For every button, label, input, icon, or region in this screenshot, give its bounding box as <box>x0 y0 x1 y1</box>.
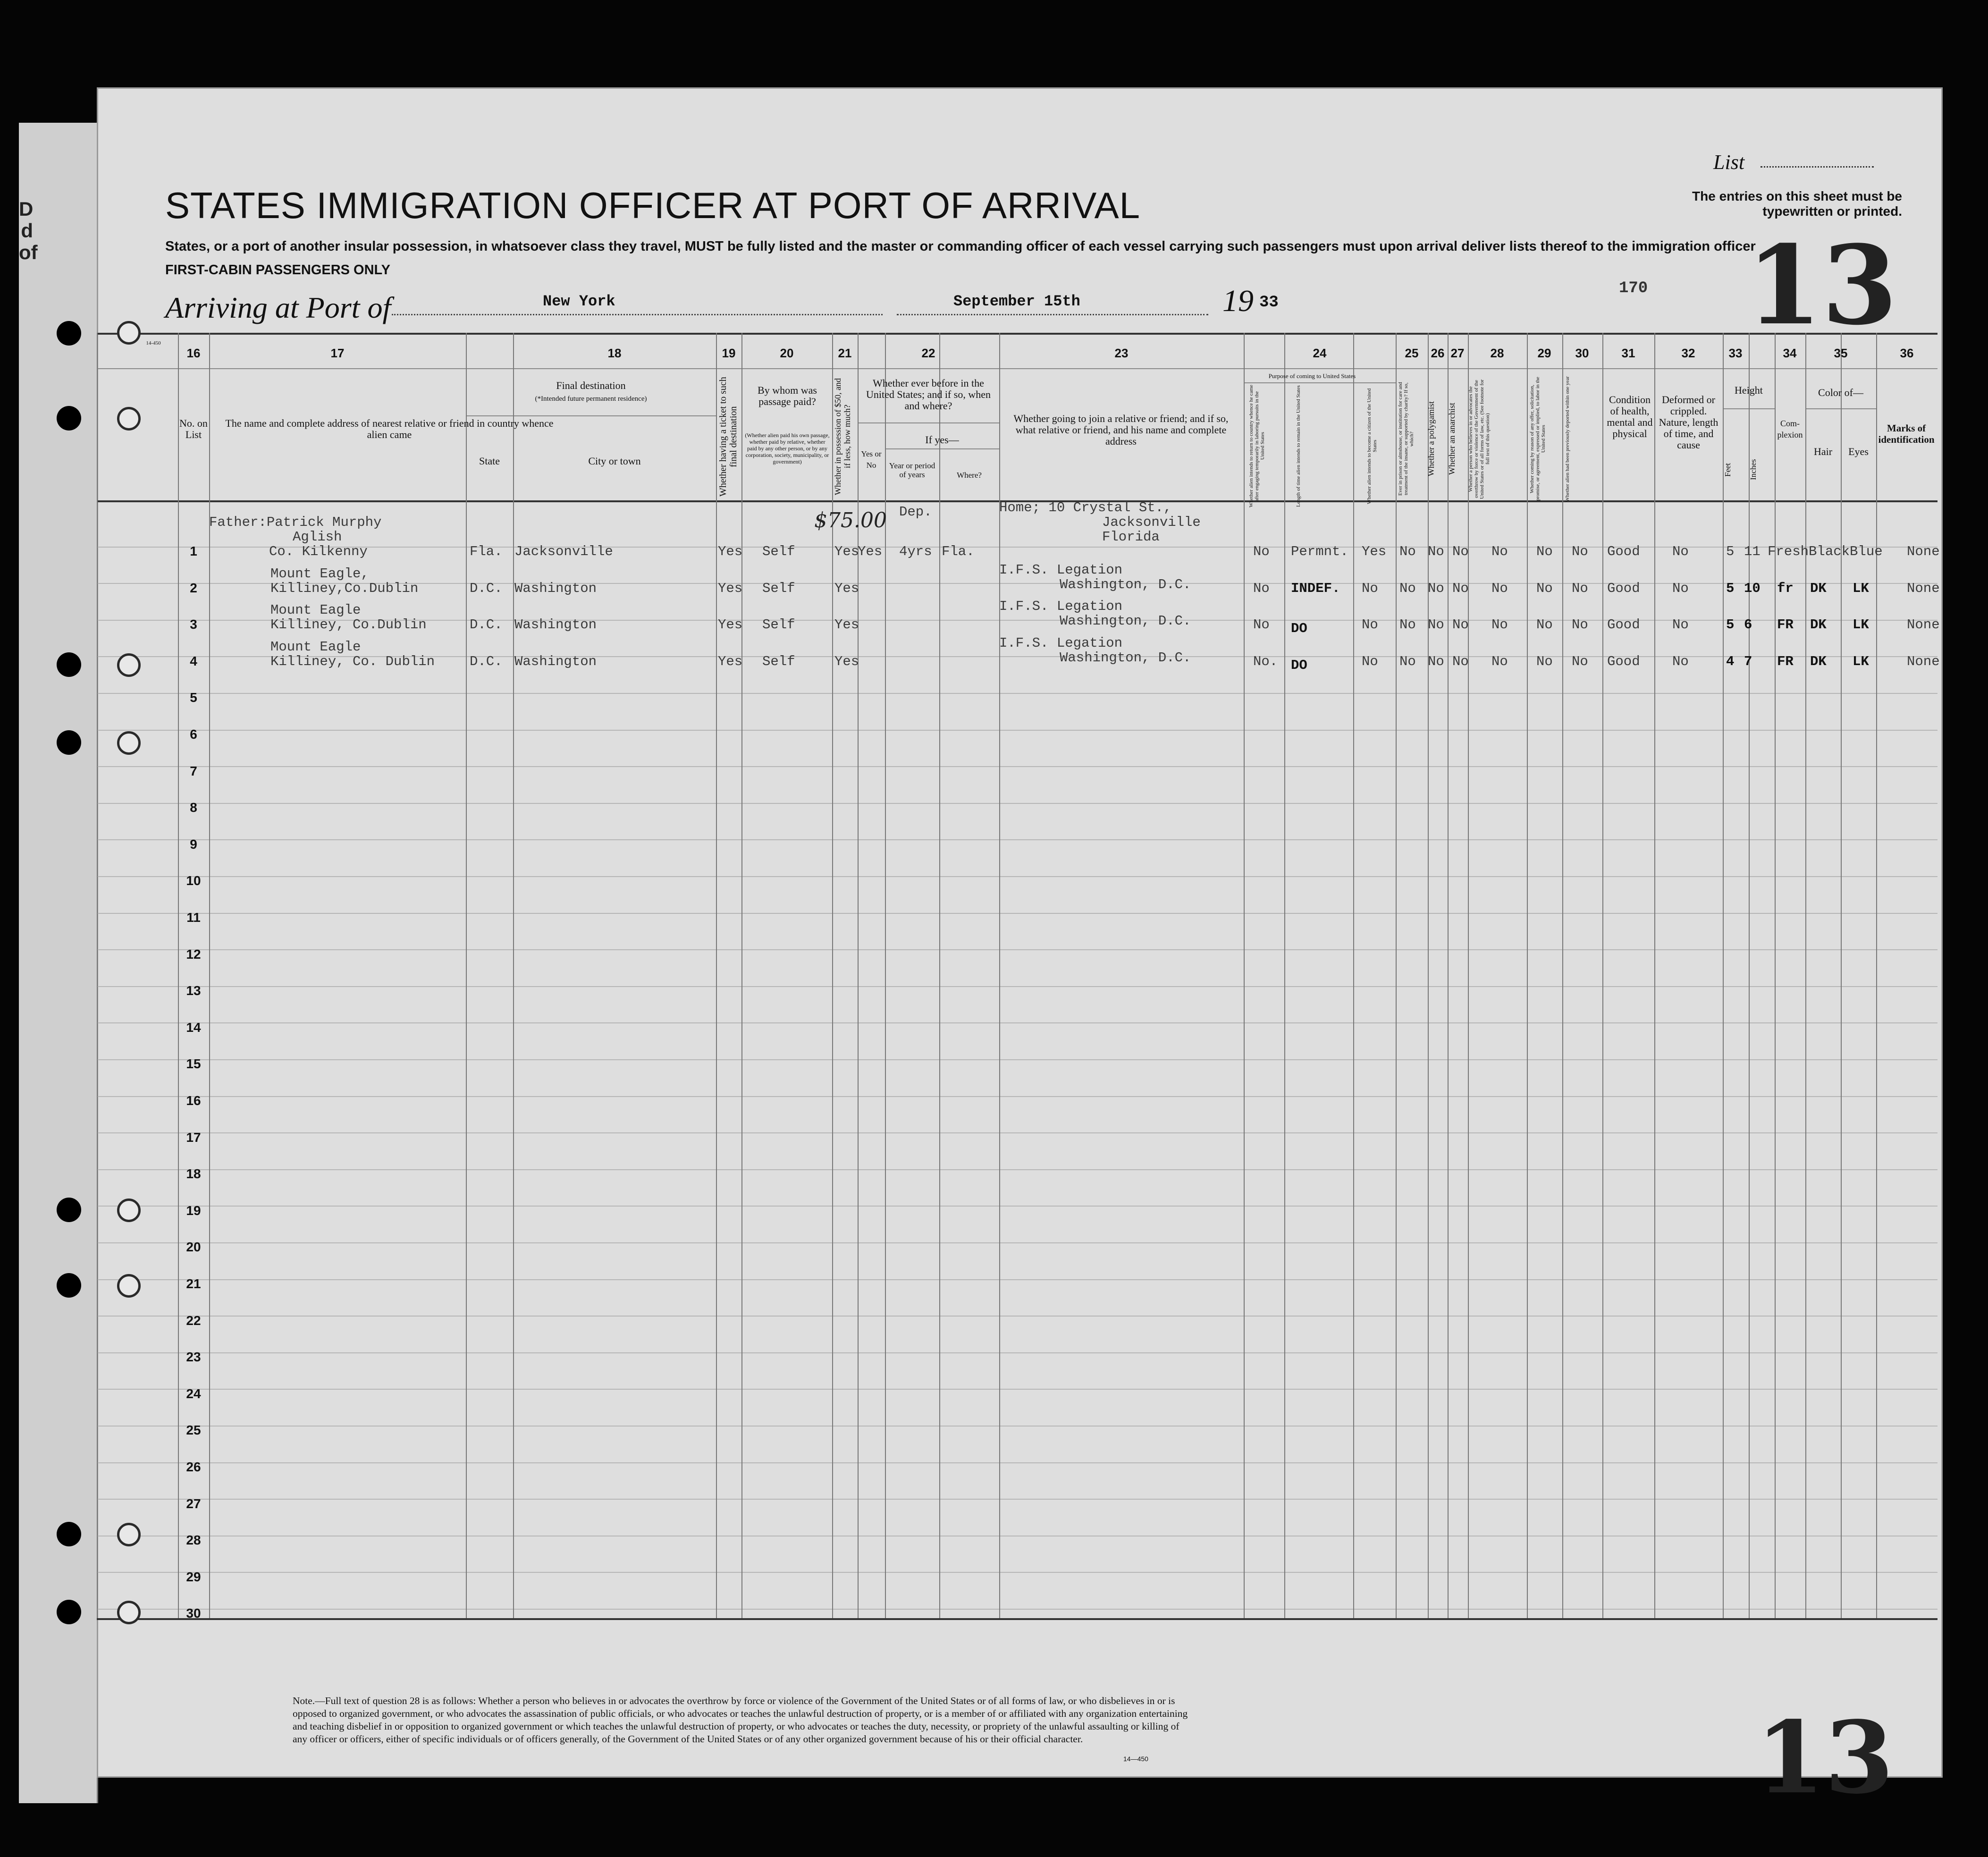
join-prefix: Dep. <box>899 504 932 520</box>
column-number: 28 <box>1490 346 1504 360</box>
grid-subline <box>885 448 999 449</box>
punch-hole-ring <box>117 407 141 430</box>
grid-vline <box>1602 333 1603 1618</box>
paid-by-cell: Self <box>762 580 795 596</box>
punch-hole-ring <box>117 731 141 755</box>
grid-hline <box>97 876 1937 877</box>
purpose-c-cell: No <box>1362 580 1378 596</box>
grid-hline <box>97 1609 1937 1610</box>
purpose-b-cell: DO <box>1291 657 1307 673</box>
punch-hole-ring <box>117 1199 141 1222</box>
ticket-cell: Yes <box>718 544 743 559</box>
purpose-a-cell: No <box>1253 580 1270 596</box>
column-number: 20 <box>780 346 794 360</box>
complexion-hair-eyes-cell: FreshBlackBlue <box>1768 544 1883 559</box>
q30-cell: No <box>1572 653 1588 669</box>
row-number: 2 <box>190 580 197 595</box>
header-by-whom-paid: By whom was passage paid? <box>758 384 817 407</box>
column-number: 24 <box>1313 346 1327 360</box>
grid-hline <box>97 1352 1937 1353</box>
grid-vline <box>939 333 940 1618</box>
header-complexion: Com-plexion <box>1777 419 1803 439</box>
prison-cell: No <box>1399 580 1416 596</box>
header-nearest-relative: The name and complete address of nearest relative or friend in country whence alien came <box>225 417 554 440</box>
q30-cell: No <box>1572 580 1588 596</box>
port-value: New York <box>543 293 615 310</box>
grid-hline <box>97 1499 1937 1500</box>
q30-cell: No <box>1572 544 1588 559</box>
where-cell: Fla. <box>942 544 975 559</box>
before-in-us-cell: Yes <box>858 544 883 559</box>
header-final-destination-note: (*Intended future permanent residence) <box>535 395 647 403</box>
polygamist-cell: No <box>1428 580 1444 596</box>
row-number: 30 <box>186 1606 201 1621</box>
feet-cell: 4 <box>1726 653 1735 669</box>
header-purpose-c: Whether alien intends to become a citizen of the United States <box>1366 388 1378 504</box>
row-number: 4 <box>190 653 197 668</box>
join-relative-line: Home; 10 Crystal St., <box>999 500 1172 515</box>
row-number: 15 <box>186 1056 201 1072</box>
header-hair: Hair <box>1813 446 1833 457</box>
punch-hole <box>57 652 81 677</box>
grid-hline <box>97 693 1937 694</box>
header-yes-no: Yes or No <box>861 449 882 470</box>
grid-hline <box>97 547 1937 548</box>
row-number: 13 <box>186 983 201 998</box>
deformed-cell: No <box>1672 617 1689 633</box>
grid-subline <box>858 422 999 423</box>
eyes-cell: LK <box>1853 580 1869 596</box>
money-cell: Yes <box>834 617 859 633</box>
feet-cell: 5 <box>1726 544 1735 559</box>
marks-cell: None <box>1907 544 1940 559</box>
grid-hline <box>97 1426 1937 1427</box>
grid-vline <box>1749 333 1750 1618</box>
relative-address-line: Father:Patrick Murphy <box>209 515 382 530</box>
join-relative-line: Florida <box>1102 529 1160 545</box>
grid-hline <box>97 1206 1937 1207</box>
health-cell: Good <box>1607 617 1640 633</box>
punch-hole-ring <box>117 1523 141 1546</box>
grid-vline <box>1468 333 1469 1618</box>
form-code-bottom: 14—450 <box>1123 1755 1148 1763</box>
grid-vline <box>1353 333 1354 1618</box>
grid-hline <box>97 839 1937 840</box>
join-relative-line: I.F.S. Legation <box>999 599 1123 615</box>
relative-address-line: Killiney, Co. Dublin <box>270 653 435 669</box>
sheet-number-top: 13 <box>1746 222 1898 349</box>
row-number: 7 <box>190 763 197 778</box>
row-number: 27 <box>186 1496 201 1511</box>
grid-subline <box>466 415 716 416</box>
ticket-cell: Yes <box>718 617 743 633</box>
paid-by-cell: Self <box>762 544 795 559</box>
row-number: 12 <box>186 946 201 962</box>
header-ticket: Whether having a ticket to such final destination <box>718 377 739 497</box>
row-number: 1 <box>190 544 197 558</box>
row-number: 21 <box>186 1276 201 1291</box>
city-cell: Jacksonville <box>514 544 613 559</box>
deformed-cell: No <box>1672 580 1689 596</box>
join-relative-line: Washington, D.C. <box>1060 613 1191 629</box>
prison-cell: No <box>1399 617 1416 633</box>
handwritten-number: 170 <box>1619 279 1648 297</box>
column-number: 16 <box>186 346 201 360</box>
row-number: 14 <box>186 1020 201 1035</box>
city-cell: Washington <box>514 653 597 669</box>
class-line: FIRST-CABIN PASSENGERS ONLY <box>165 262 390 278</box>
anarchist-cell: No <box>1452 544 1469 559</box>
state-cell: D.C. <box>470 617 503 633</box>
q29-cell: No <box>1536 617 1553 633</box>
paid-by-cell: Self <box>762 653 795 669</box>
purpose-b-cell: Permnt. <box>1291 544 1348 559</box>
grid-vline <box>1448 333 1449 1618</box>
column-number: 35 <box>1834 346 1848 360</box>
row-number: 24 <box>186 1386 201 1401</box>
header-purpose-b: Length of time alien intends to remain in the United States <box>1296 385 1301 507</box>
row-number: 10 <box>186 873 201 888</box>
relative-address-line: Co. Kilkenny <box>269 544 368 559</box>
grid-vline <box>1527 333 1528 1618</box>
purpose-c-cell: No <box>1362 653 1378 669</box>
purpose-b-cell: DO <box>1291 621 1307 637</box>
money-cell: Yes <box>834 544 859 559</box>
grid-vline <box>1284 333 1285 1618</box>
state-cell: D.C. <box>470 653 503 669</box>
relative-address-line: Mount Eagle, <box>270 566 369 582</box>
column-number: 21 <box>838 346 852 360</box>
header-marks: Marks of identification <box>1878 422 1935 445</box>
q28-cell: No <box>1491 580 1508 596</box>
header-feet: Feet <box>1723 463 1732 477</box>
grid-vline <box>1428 333 1429 1618</box>
year-prefix: 19 <box>1222 284 1254 318</box>
punch-hole-ring <box>117 321 141 345</box>
anarchist-cell: No <box>1452 653 1469 669</box>
grid-vline <box>1244 333 1245 1618</box>
marks-cell: None <box>1907 580 1940 596</box>
header-prison: Ever in prison or almshouse, or institution for care and treatment of the insane, or supported by charity? If so, which? <box>1398 382 1415 496</box>
header-eyes: Eyes <box>1848 446 1869 457</box>
column-number: 36 <box>1900 346 1914 360</box>
punch-hole <box>57 406 81 430</box>
punch-hole <box>57 1522 81 1546</box>
grid-hline <box>97 1022 1937 1023</box>
prison-cell: No <box>1399 544 1416 559</box>
column-number: 30 <box>1575 346 1589 360</box>
header-if-yes: If yes— <box>925 434 959 446</box>
inches-cell: 6 <box>1744 617 1752 633</box>
row-number: 22 <box>186 1313 201 1328</box>
page-title: STATES IMMIGRATION OFFICER AT PORT OF ARRIVAL <box>165 185 1141 226</box>
relative-address-line: Killiney,Co.Dublin <box>270 580 419 596</box>
punch-hole <box>57 1273 81 1298</box>
punch-hole-ring <box>117 1601 141 1624</box>
city-cell: Washington <box>514 617 597 633</box>
q28-cell: No <box>1491 653 1508 669</box>
date-value: September 15th <box>953 293 1080 310</box>
marks-cell: None <box>1907 653 1940 669</box>
ticket-cell: Yes <box>718 653 743 669</box>
feet-cell: 5 <box>1726 617 1735 633</box>
anarchist-cell: No <box>1452 580 1469 596</box>
relative-address-line: Aglish <box>293 529 342 545</box>
hair-cell: DK <box>1810 580 1827 596</box>
q30-cell: No <box>1572 617 1588 633</box>
grid-hline <box>97 913 1937 914</box>
header-inches: Inches <box>1749 459 1758 481</box>
date-blank <box>897 314 1208 315</box>
header-q30: Whether alien had been previously deported within one year <box>1565 376 1570 502</box>
state-cell: Fla. <box>470 544 503 559</box>
grid-hline <box>97 1618 1937 1620</box>
grid-vline <box>466 333 467 1618</box>
grid-hline <box>97 1242 1937 1243</box>
arriving-label: Arriving at Port of <box>165 291 391 324</box>
years-cell: 4yrs <box>899 544 932 559</box>
column-number: 25 <box>1405 346 1419 360</box>
health-cell: Good <box>1607 653 1640 669</box>
header-deformed: Deformed or crippled. Nature, length of time, and cause <box>1659 394 1718 451</box>
grid-hline <box>97 1096 1937 1097</box>
join-relative-line: I.F.S. Legation <box>999 562 1123 578</box>
grid-vline <box>1654 333 1655 1618</box>
money-cell: Yes <box>834 580 859 596</box>
grid-hline <box>97 803 1937 804</box>
grid-vline <box>1723 333 1724 1618</box>
stub-text: D d of <box>19 198 38 263</box>
join-relative-line: Washington, D.C. <box>1060 576 1191 592</box>
row-number: 23 <box>186 1350 201 1365</box>
list-number-blank <box>1761 166 1874 168</box>
row-number: 18 <box>186 1166 201 1182</box>
q28-cell: No <box>1491 544 1508 559</box>
header-anarchist: Whether an anarchist <box>1447 403 1457 475</box>
grid-hline <box>97 1389 1937 1390</box>
row-number: 9 <box>190 836 197 852</box>
complexion-cell: fr <box>1777 580 1794 596</box>
complexion-cell: FR <box>1777 653 1794 669</box>
header-purpose-a: Whether alien intends to return to country whence he came after engaging temporarily in laboring pursuits in the United States <box>1248 385 1265 507</box>
grid-hline <box>97 730 1937 731</box>
prison-cell: No <box>1399 653 1416 669</box>
row-number: 3 <box>190 617 197 632</box>
column-number: 19 <box>722 346 736 360</box>
header-year-period: Year or period of years <box>889 461 935 479</box>
header-by-whom-note: (Whether alien paid his own passage, whether paid by relative, whether paid by any other person, or by any corporation, society, municipality, or government) <box>745 432 830 465</box>
grid-vline <box>1396 333 1397 1618</box>
punch-hole <box>57 1198 81 1222</box>
header-polygamist: Whether a polygamist <box>1426 401 1436 477</box>
header-health: Condition of health, mental and physical <box>1607 394 1653 439</box>
manifest-table <box>97 333 1940 1641</box>
row-number: 17 <box>186 1130 201 1145</box>
complexion-cell: FR <box>1777 617 1794 633</box>
header-join-relative: Whether going to join a relative or friend; and if so, what relative or friend, and his name and complete address <box>1013 413 1229 447</box>
row-number: 29 <box>186 1569 201 1584</box>
inches-cell: 7 <box>1744 653 1752 669</box>
header-color-of: Color of— <box>1818 387 1863 398</box>
row-number: 26 <box>186 1460 201 1474</box>
ticket-cell: Yes <box>718 580 743 596</box>
grid-hline <box>97 1316 1937 1317</box>
punch-hole <box>57 1600 81 1624</box>
marks-cell: None <box>1907 617 1940 633</box>
header-q28: Whether a person who believes in or advocates the overthrow by force or violence of the Government of the United States or of all forms of law, etc. (See footnote for full text of this question) <box>1468 379 1491 499</box>
eyes-cell: LK <box>1853 617 1869 633</box>
header-state: State <box>479 455 500 467</box>
punch-hole <box>57 321 81 346</box>
grid-subline <box>1244 382 1396 383</box>
footnote-q28: Note.—Full text of question 28 is as follows: Whether a person who believes in or advocates the overthrow by force or violence of the Government of the United States or of all forms of law, or who disbelieves in or is opposed to organized government, or who advocates the assassination of public officials, or who advocates or teaches the unlawful destruction of property, or is a member of or affiliated with any organization entertaining and teaching disbelief in or opposition to organized government or which teaches the unlawful destruction of property, or who advocates or teaches the duty, necessity, or propriety of the unlawful assaulting or killing of any officer or officers, either of specific individuals or of officers generally, of the Government of the United States or of any other organized government because of his or their official character. <box>293 1695 1188 1745</box>
grid-hline <box>97 949 1937 950</box>
grid-hline <box>97 986 1937 987</box>
q29-cell: No <box>1536 580 1553 596</box>
header-money: Whether in possession of $50, and if less, how much? <box>833 378 852 495</box>
sheet-number-bottom: 13 <box>1756 1699 1894 1816</box>
list-label: List <box>1713 151 1745 174</box>
grid-vline <box>1775 333 1776 1618</box>
q28-cell: No <box>1491 617 1508 633</box>
grid-hline <box>97 333 1937 335</box>
column-number: 34 <box>1783 346 1797 360</box>
grid-vline <box>513 415 514 1618</box>
inches-cell: 11 <box>1744 544 1761 559</box>
health-cell: Good <box>1607 580 1640 596</box>
state-cell: D.C. <box>470 580 503 596</box>
hair-cell: DK <box>1810 617 1827 633</box>
grid-vline <box>1562 333 1563 1618</box>
column-number: 33 <box>1728 346 1743 360</box>
year-suffix: 33 <box>1259 294 1279 312</box>
join-relative-line: I.F.S. Legation <box>999 635 1123 651</box>
header-q29: Whether coming by reason of any offer, solicitation, promise, or agreement, expressed or implied, to labor in the United States <box>1529 377 1546 501</box>
port-blank <box>392 314 883 315</box>
column-number: 17 <box>330 346 345 360</box>
punch-hole-ring <box>117 1274 141 1298</box>
join-relative-line: Jacksonville <box>1102 515 1201 530</box>
grid-vline <box>97 333 98 1618</box>
row-number: 8 <box>190 800 197 815</box>
column-number: 22 <box>921 346 935 360</box>
header-before-in-us: Whether ever before in the United States; and if so, when and where? <box>866 377 991 412</box>
grid-vline <box>741 333 742 1618</box>
header-no-on-list: No. on List <box>179 417 208 440</box>
relative-address-line: Killiney, Co.Dublin <box>270 617 427 633</box>
paid-by-cell: Self <box>762 617 795 633</box>
column-number: 32 <box>1681 346 1695 360</box>
grid-hline <box>97 766 1937 767</box>
handwritten-amount: $75.00 <box>814 508 887 532</box>
row-number: 25 <box>186 1423 201 1438</box>
purpose-c-cell: No <box>1362 617 1378 633</box>
previous-page-stub <box>19 123 98 1803</box>
money-cell: Yes <box>834 653 859 669</box>
column-number: 18 <box>607 346 622 360</box>
row-number: 20 <box>186 1240 201 1255</box>
grid-vline <box>1876 333 1877 1618</box>
form-code-top: 14-450 <box>146 340 161 346</box>
relative-address-line: Mount Eagle <box>270 639 361 655</box>
grid-vline <box>1805 333 1806 1618</box>
row-number: 5 <box>190 690 197 705</box>
row-number: 11 <box>186 910 201 925</box>
feet-cell: 5 <box>1726 580 1735 596</box>
purpose-b-cell: INDEF. <box>1291 580 1340 596</box>
inches-cell: 10 <box>1744 580 1761 596</box>
column-number: 23 <box>1114 346 1129 360</box>
grid-vline <box>716 333 717 1618</box>
polygamist-cell: No <box>1428 617 1444 633</box>
header-purpose: Purpose of coming to United States <box>1268 372 1356 380</box>
grid-hline <box>97 1279 1937 1280</box>
polygamist-cell: No <box>1428 544 1444 559</box>
header-city: City or town <box>588 455 641 467</box>
q29-cell: No <box>1536 653 1553 669</box>
polygamist-cell: No <box>1428 653 1444 669</box>
q29-cell: No <box>1536 544 1553 559</box>
purpose-a-cell: No <box>1253 617 1270 633</box>
row-number: 16 <box>186 1093 201 1108</box>
purpose-a-cell: No. <box>1253 653 1278 669</box>
punch-hole-ring <box>117 653 141 677</box>
anarchist-cell: No <box>1452 617 1469 633</box>
join-relative-line: Washington, D.C. <box>1060 650 1191 666</box>
deformed-cell: No <box>1672 653 1689 669</box>
grid-hline <box>97 1169 1937 1170</box>
row-number: 6 <box>190 727 197 742</box>
column-number: 26 <box>1431 346 1445 360</box>
row-number: 19 <box>186 1203 201 1218</box>
city-cell: Washington <box>514 580 597 596</box>
column-number: 27 <box>1450 346 1465 360</box>
purpose-c-cell: Yes <box>1362 544 1387 559</box>
header-height: Height <box>1735 384 1763 396</box>
grid-hline <box>97 1462 1937 1463</box>
relative-address-line: Mount Eagle <box>270 602 361 618</box>
grid-hline <box>97 368 1937 369</box>
column-number: 29 <box>1537 346 1551 360</box>
header-where: Where? <box>957 471 982 480</box>
grid-vline <box>999 333 1000 1618</box>
page-subtitle: States, or a port of another insular possession, in whatsoever class they travel, MUST be fully listed and the master or commanding officer of each vessel carrying such passengers must upon arrival deliver lists thereof to the immigration officer <box>165 239 1756 254</box>
deformed-cell: No <box>1672 544 1689 559</box>
column-number: 31 <box>1621 346 1635 360</box>
grid-hline <box>97 1059 1937 1060</box>
grid-hline <box>97 1132 1937 1133</box>
grid-vline <box>1841 333 1842 1618</box>
row-number: 28 <box>186 1533 201 1548</box>
punch-hole <box>57 730 81 755</box>
hair-cell: DK <box>1810 653 1827 669</box>
health-cell: Good <box>1607 544 1640 559</box>
grid-hline <box>97 1572 1937 1573</box>
eyes-cell: LK <box>1853 653 1869 669</box>
entries-note: The entries on this sheet must be typewritten or printed. <box>1692 189 1902 219</box>
purpose-a-cell: No <box>1253 544 1270 559</box>
header-final-destination: Final destination <box>556 380 626 391</box>
